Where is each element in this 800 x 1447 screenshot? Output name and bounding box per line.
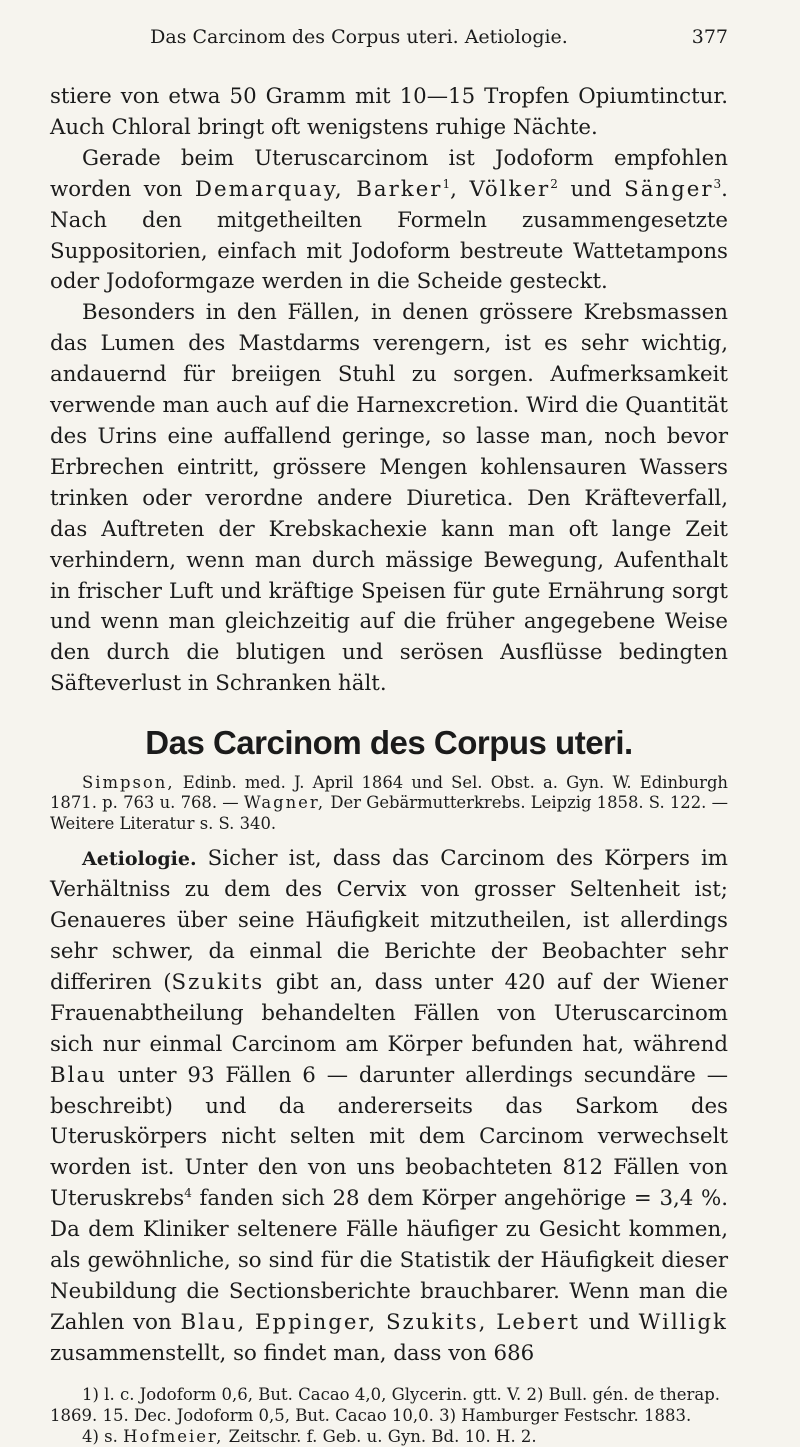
text-span: zusammenstellt, so findet man, dass von 686 — [50, 1340, 535, 1366]
author-name: Sänger — [624, 176, 714, 202]
paragraph-opium — [50, 82, 728, 144]
text-line: Chloral bringt oft wenigstens ruhige Nächte. — [111, 114, 598, 140]
author-name: Hofmeier, — [123, 1426, 224, 1446]
text-span: unter 93 Fällen 6 — darunter allerdings secundäre — beschreibt) und da andererseits das Sarkom des Uteruskörpers nicht selten mit dem Carcinom verwechselt worden ist. Unter den von uns beobachteten 812 Fällen von Uteruskrebs — [50, 1062, 728, 1212]
section-heading: Das Carcinom des Corpus uteri. — [145, 724, 633, 762]
footnote-ref: 3 — [713, 176, 722, 191]
footnote-ref: 1 — [442, 176, 451, 191]
literature-references — [50, 773, 728, 834]
footnote — [50, 1426, 728, 1447]
running-header — [50, 26, 728, 66]
author-name: Eppinger, — [254, 1309, 378, 1335]
reference-text: Der Gebärmutterkrebs. Leipzig 1858. S. 122. — Weitere Literatur s. S. 340. — [50, 793, 728, 833]
text-line: stiere von etwa 50 Gramm mit 10—15 Tropfen Opiumtinctur. Auch — [50, 84, 728, 140]
author-name: Demarquay, — [194, 176, 344, 202]
paragraph-jodoform — [50, 144, 728, 299]
author-name: Völker — [469, 176, 551, 202]
author-name: Simpson, — [82, 773, 175, 793]
text-span: , — [450, 176, 457, 202]
text-span: fanden sich 28 dem Körper angehörige = 3,4 %. Da dem Kliniker seltenere Fälle häufiger zu Gesicht kommen, als gewöhnliche, so sind für die Statistik der Häufigkeit dieser Neubildung die Sectionsberichte brauchbarer. Wenn man die Zahlen von — [50, 1186, 728, 1335]
text-span: Zeitschr. f. Geb. u. Gyn. Bd. 10. H. 2. — [228, 1426, 537, 1446]
author-name: Wagner, — [243, 793, 326, 813]
author-name: Barker — [356, 176, 443, 202]
author-name: Lebert — [496, 1309, 580, 1335]
text-span: und — [588, 1309, 630, 1335]
page-number: 377 — [691, 26, 728, 48]
subsection-label: Aetiologie. — [82, 848, 197, 871]
footnote: 1) l. c. Jodoform 0,6, But. Cacao 4,0, Glycerin. gtt. V. 2) Bull. gén. de therap. 1869. 15. Dec. Jodoform 0,5, But. Cacao 10,0. 3) Hamburger Festschr. 1883. — [50, 1384, 721, 1425]
author-name: Blau, — [180, 1309, 247, 1335]
paragraph-aetiologie — [50, 844, 728, 1369]
footnote-ref: 4 — [184, 1186, 192, 1201]
footnote-ref: 2 — [550, 176, 558, 191]
text-span: gibt an, dass unter 420 auf der Wiener Frauenabtheilung behandelten Fällen von Uteruscarcinom sich nur einmal Carcinom am Körper befunden hat, während — [50, 969, 728, 1057]
footnotes — [50, 1384, 728, 1447]
text-span: Sicher ist, dass das Carcinom des Körpers im Verhältniss zu dem des Cervix von grosser Seltenheit ist; Genaueres über seine Häufigkeit mitzutheilen, ist allerdings sehr schwer, da einmal die Berichte der Beobachter sehr differiren ( — [50, 846, 728, 995]
main-text — [50, 82, 728, 1370]
text-span: . Nach den mitgetheilten Formeln zusammengesetzte Suppositorien, einfach mit Jodoform bestreute Wattetampons oder Jodoformgaze werden in die Scheide gesteckt. — [50, 176, 728, 295]
author-name: Blau — [50, 1062, 107, 1088]
author-name: Szukits, — [385, 1309, 488, 1335]
text-span: 4) s. — [82, 1426, 118, 1446]
author-name: Szukits — [171, 969, 265, 995]
text-span: und — [570, 176, 612, 202]
author-name: Willigk — [638, 1309, 728, 1335]
running-title: Das Carcinom des Corpus uteri. Aetiologie. — [150, 26, 568, 48]
text-span: Gerade beim Uteruscarcinom ist Jodoform empfohlen worden von — [50, 145, 728, 202]
paragraph-treatment: Besonders in den Fällen, in denen grössere Krebsmassen das Lumen des Mastdarms verengern, ist es sehr wichtig, andauernd für breiigen Stuhl zu sorgen. Aufmerksamkeit verwende man auch auf die Harnexcretion. Wird die Quantität des Urins eine auffallend geringe, so lasse man, noch bevor Erbrechen eintritt, grössere Mengen kohlensauren Wassers trinken oder verordne andere Diuretica. Den Kräfteverfall, das Auftreten der Krebskachexie kann man oft lange Zeit verhindern, wenn man durch mässige Bewegung, Aufenthalt in frischer Luft und kräftige Speisen für gute Ernährung sorgt und wenn man gleichzeitig auf die früher angegebene Weise den durch die blutigen und serösen Ausflüsse bedingten Säfteverlust in Schranken hält. — [50, 300, 728, 697]
reference-text: Edinb. med. J. April 1864 und Sel. Obst. a. Gyn. W. Edinburgh 1871. p. 763 u. 768. — — [50, 773, 728, 813]
